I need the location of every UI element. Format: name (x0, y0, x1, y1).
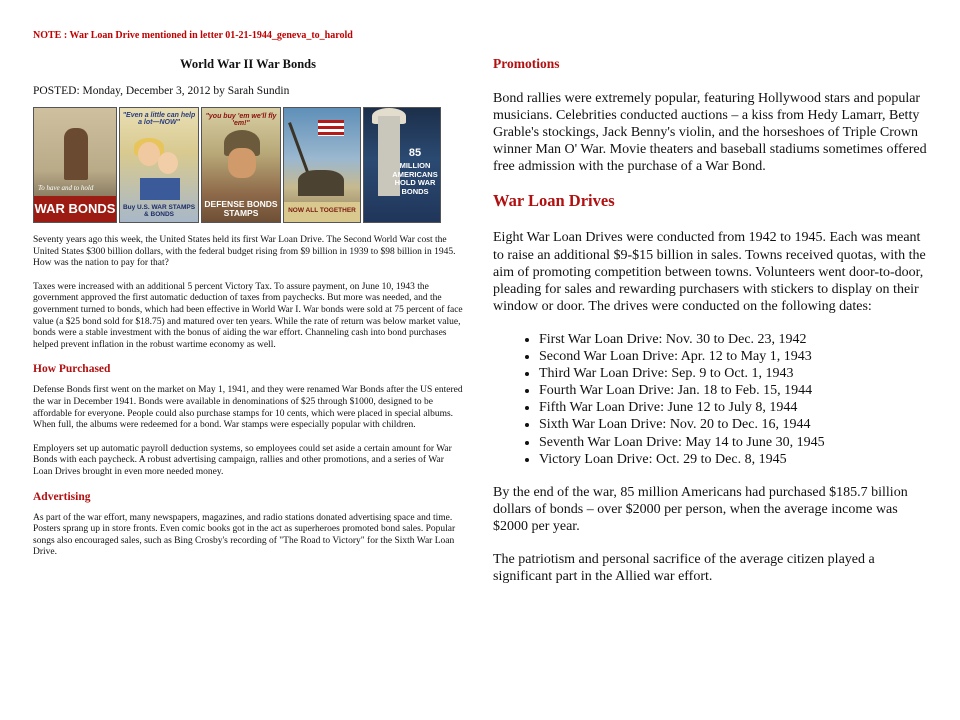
poster-caption: WAR BONDS (34, 201, 116, 216)
drives-list (493, 331, 933, 468)
poster-strip (33, 107, 463, 223)
poster-85-million (363, 107, 441, 223)
paragraph: As part of the war effort, many newspapers, magazines, and radio stations donated advertising space and time. Posters sprang up in store fronts. Even comic books got in the act as superheroes promoted bond sales. Popular songs also encouraged sales, such as Bing Crosby's recording of "The Road to Victory" for the Sixth War Loan Drive. (33, 512, 456, 558)
poster-figure (298, 170, 344, 196)
left-column (33, 30, 463, 571)
list-item: • Victory Loan Drive: Oct. 29 to Dec. 8, 1945 (539, 451, 933, 468)
paragraph: Taxes were increased with an additional 5 percent Victory Tax. To assure payment, on June 10, 1943 the government approved the first automatic deduction of taxes from paychecks. But more was needed, and the government turned to bonds, which had been effective in World War I. War bonds were sold at 75 percent of face value (a $25 bond sold for $18.75) and matured over ten years. While the rate of return was below market value, bonds were a stable investment with the bonus of aiding the war effort. Channeling cash into bond purchases helped prevent inflation in the robust wartime economy as well. (33, 281, 463, 350)
poster-caption: "Even a little can help a lot—NOW" (122, 112, 196, 126)
list-item: • First War Loan Drive: Nov. 30 to Dec. 23, 1942 (539, 331, 933, 348)
poster-caption: DEFENSE BONDS STAMPS (204, 199, 278, 218)
poster-script: To have and to hold (38, 184, 94, 192)
paragraph: Employers set up automatic payroll deduction systems, so employees could set aside a certain amount for War Bonds with each paycheck. A robust advertising campaign, rallies and other promotions, and a series of War Loan Drives brought in even more needed money. (33, 443, 452, 477)
article-title: World War II War Bonds (180, 57, 316, 71)
poster-caption: MILLION AMERICANS HOLD WAR BONDS (392, 161, 438, 196)
poster-caption: 85 (408, 147, 422, 159)
section-heading-promotions: Promotions (493, 56, 560, 71)
poster-caption: NOW ALL TOGETHER (288, 207, 356, 214)
list-item: • Seventh War Loan Drive: May 14 to June 30, 1945 (539, 434, 933, 451)
list-item: • Fourth War Loan Drive: Jan. 18 to Feb. 15, 1944 (539, 382, 933, 399)
paragraph: Bond rallies were extremely popular, featuring Hollywood stars and popular musicians. Celebrities conducted auctions – a kiss from Hedy Lamarr, Betty Grable's stockings, Jack Benny's violin, and the horseshoes of Triple Crown winner Man O' War. Movie theaters and baseball stadiums sometimes offered free admission with the purchase of a War Bond. (493, 91, 927, 175)
poster-figure (158, 152, 178, 174)
poster-stamps (119, 107, 199, 223)
paragraph: The patriotism and personal sacrifice of the average citizen played a significant part in the Allied war effort. (493, 551, 875, 585)
poster-figure (138, 142, 160, 166)
paragraph: Seventy years ago this week, the United States held its first War Loan Drive. The Second World War cost the United States $300 billion dollars, with the federal budget rising from $9 billion in 1939 to $98 billion in 1945. How was the nation to pay for that? (33, 235, 456, 269)
poster-banner (284, 202, 360, 222)
paragraph: Eight War Loan Drives were conducted from 1942 to 1945. Each was meant to raise an additional $9-$15 billion in sales. Towns received quotas, with the aim of promoting competition between towns. Volunteers went door-to-door, pleading for sales and rewarding purchasers with stickers to display on their window or door. The drives were conducted on the following dates: (493, 230, 926, 314)
right-column (493, 56, 933, 601)
poster-figure (64, 128, 88, 180)
note-line: NOTE : War Loan Drive mentioned in letter 01-21-1944_geneva_to_harold (33, 30, 353, 41)
poster-caption: "you buy 'em we'll fly 'em!" (205, 113, 277, 127)
section-heading-war-loan-drives: War Loan Drives (493, 191, 615, 211)
section-heading-how-purchased: How Purchased (33, 363, 111, 376)
poster-banner (34, 196, 116, 222)
list-item: • Second War Loan Drive: Apr. 12 to May 1, 1943 (539, 348, 933, 365)
section-heading-advertising: Advertising (33, 490, 91, 503)
poster-war-bonds (33, 107, 117, 223)
list-item: • Fifth War Loan Drive: June 12 to July 8, 1944 (539, 399, 933, 416)
list-item: • Third War Loan Drive: Sep. 9 to Oct. 1, 1943 (539, 365, 933, 382)
poster-iwo-jima (283, 107, 361, 223)
poster-figure (228, 148, 256, 178)
paragraph: By the end of the war, 85 million Americans had purchased $185.7 billion dollars of bonds – over $2000 per person, when the average income was $2000 per year. (493, 484, 908, 534)
poster-figure (140, 178, 180, 200)
flag-icon (318, 120, 344, 136)
poster-defense (201, 107, 281, 223)
list-item: • Sixth War Loan Drive: Nov. 20 to Dec. 16, 1944 (539, 416, 933, 433)
posted-line: POSTED: Monday, December 3, 2012 by Sarah Sundin (33, 85, 290, 97)
poster-caption: Buy U.S. WAR STAMPS & BONDS (122, 204, 196, 218)
paragraph: Defense Bonds first went on the market on May 1, 1941, and they were renamed War Bonds after the US entered the war in December 1941. Bonds were available in denominations of $25 through $1000, designed to be affordable for everyone. People could also purchase stamps for 10 cents, which were placed in special albums. When full, the albums were redeemed for a bond. War stamps were especially popular with children. (33, 385, 463, 431)
